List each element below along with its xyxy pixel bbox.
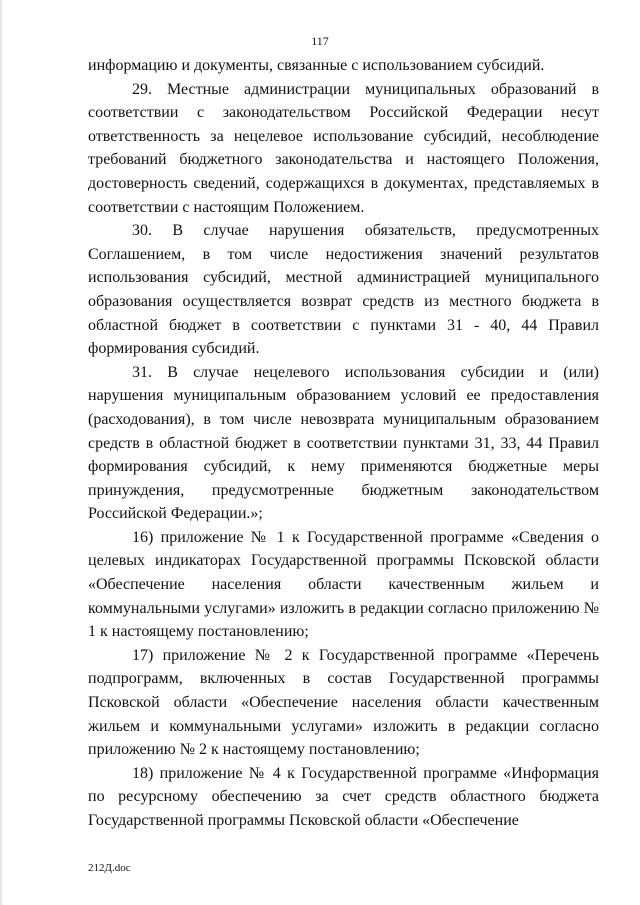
page-number: 117 xyxy=(311,34,329,48)
paragraph-item-16: 16) приложение № 1 к Государственной программе «Сведения о целевых индикаторах Государственной программы Псковской области «Обеспечение населения области качественным жильем и коммунальными услугами» изложить в редакции согласно приложению № 1 к настоящему постановлению; xyxy=(88,528,599,641)
paragraph-item-17: 17) приложение № 2 к Государственной программе «Перечень подпрограмм, включенных в состав Государственной программы Псковской области «Обеспечение населения области качественным жильем и коммунальными услугами» изложить в редакции согласно приложению № 2 к настоящему постановлению; xyxy=(88,646,599,759)
paragraph-31: 31. В случае нецелевого использования субсидии и (или) нарушения муниципальным образованием условий ее предоставления (расходования), в том числе невозврата муниципальным образованием средств в областной бюджет в соответствии пунктами 31, 33, 44 Правил формирования субсидий, к нему применяются бюджетные меры принуждения, предусмотренные бюджетным законодательством Российской Федерации.»; xyxy=(88,363,599,523)
document-body xyxy=(88,54,599,833)
file-name-footer: 212Д.doc xyxy=(88,862,131,874)
paragraph-30: 30. В случае нарушения обязательств, предусмотренных Соглашением, в том числе недостижения значений результатов использования субсидий, местной администрацией муниципального образования осуществляется возврат средств из местного бюджета в областной бюджет в соответствии с пунктами 31 - 40, 44 Правил формирования субсидий. xyxy=(88,222,599,358)
paragraph-item-18: 18) приложение № 4 к Государственной программе «Информация по ресурсному обеспечению за счет средств областного бюджета Государственной программы Псковской области «Обеспечение xyxy=(88,764,599,829)
paragraph-29: 29. Местные администрации муниципальных образований в соответствии с законодательством Российской Федерации несут ответственность за нецелевое использование субсидий, несоблюдение требований бюджетного законодательства и настоящего Положения, достоверность сведений, содержащихся в документах, представляемых в соответствии с настоящим Положением. xyxy=(88,80,599,216)
scan-edge xyxy=(0,0,2,905)
paragraph-continuation: информацию и документы, связанные с использованием субсидий. xyxy=(88,57,545,74)
